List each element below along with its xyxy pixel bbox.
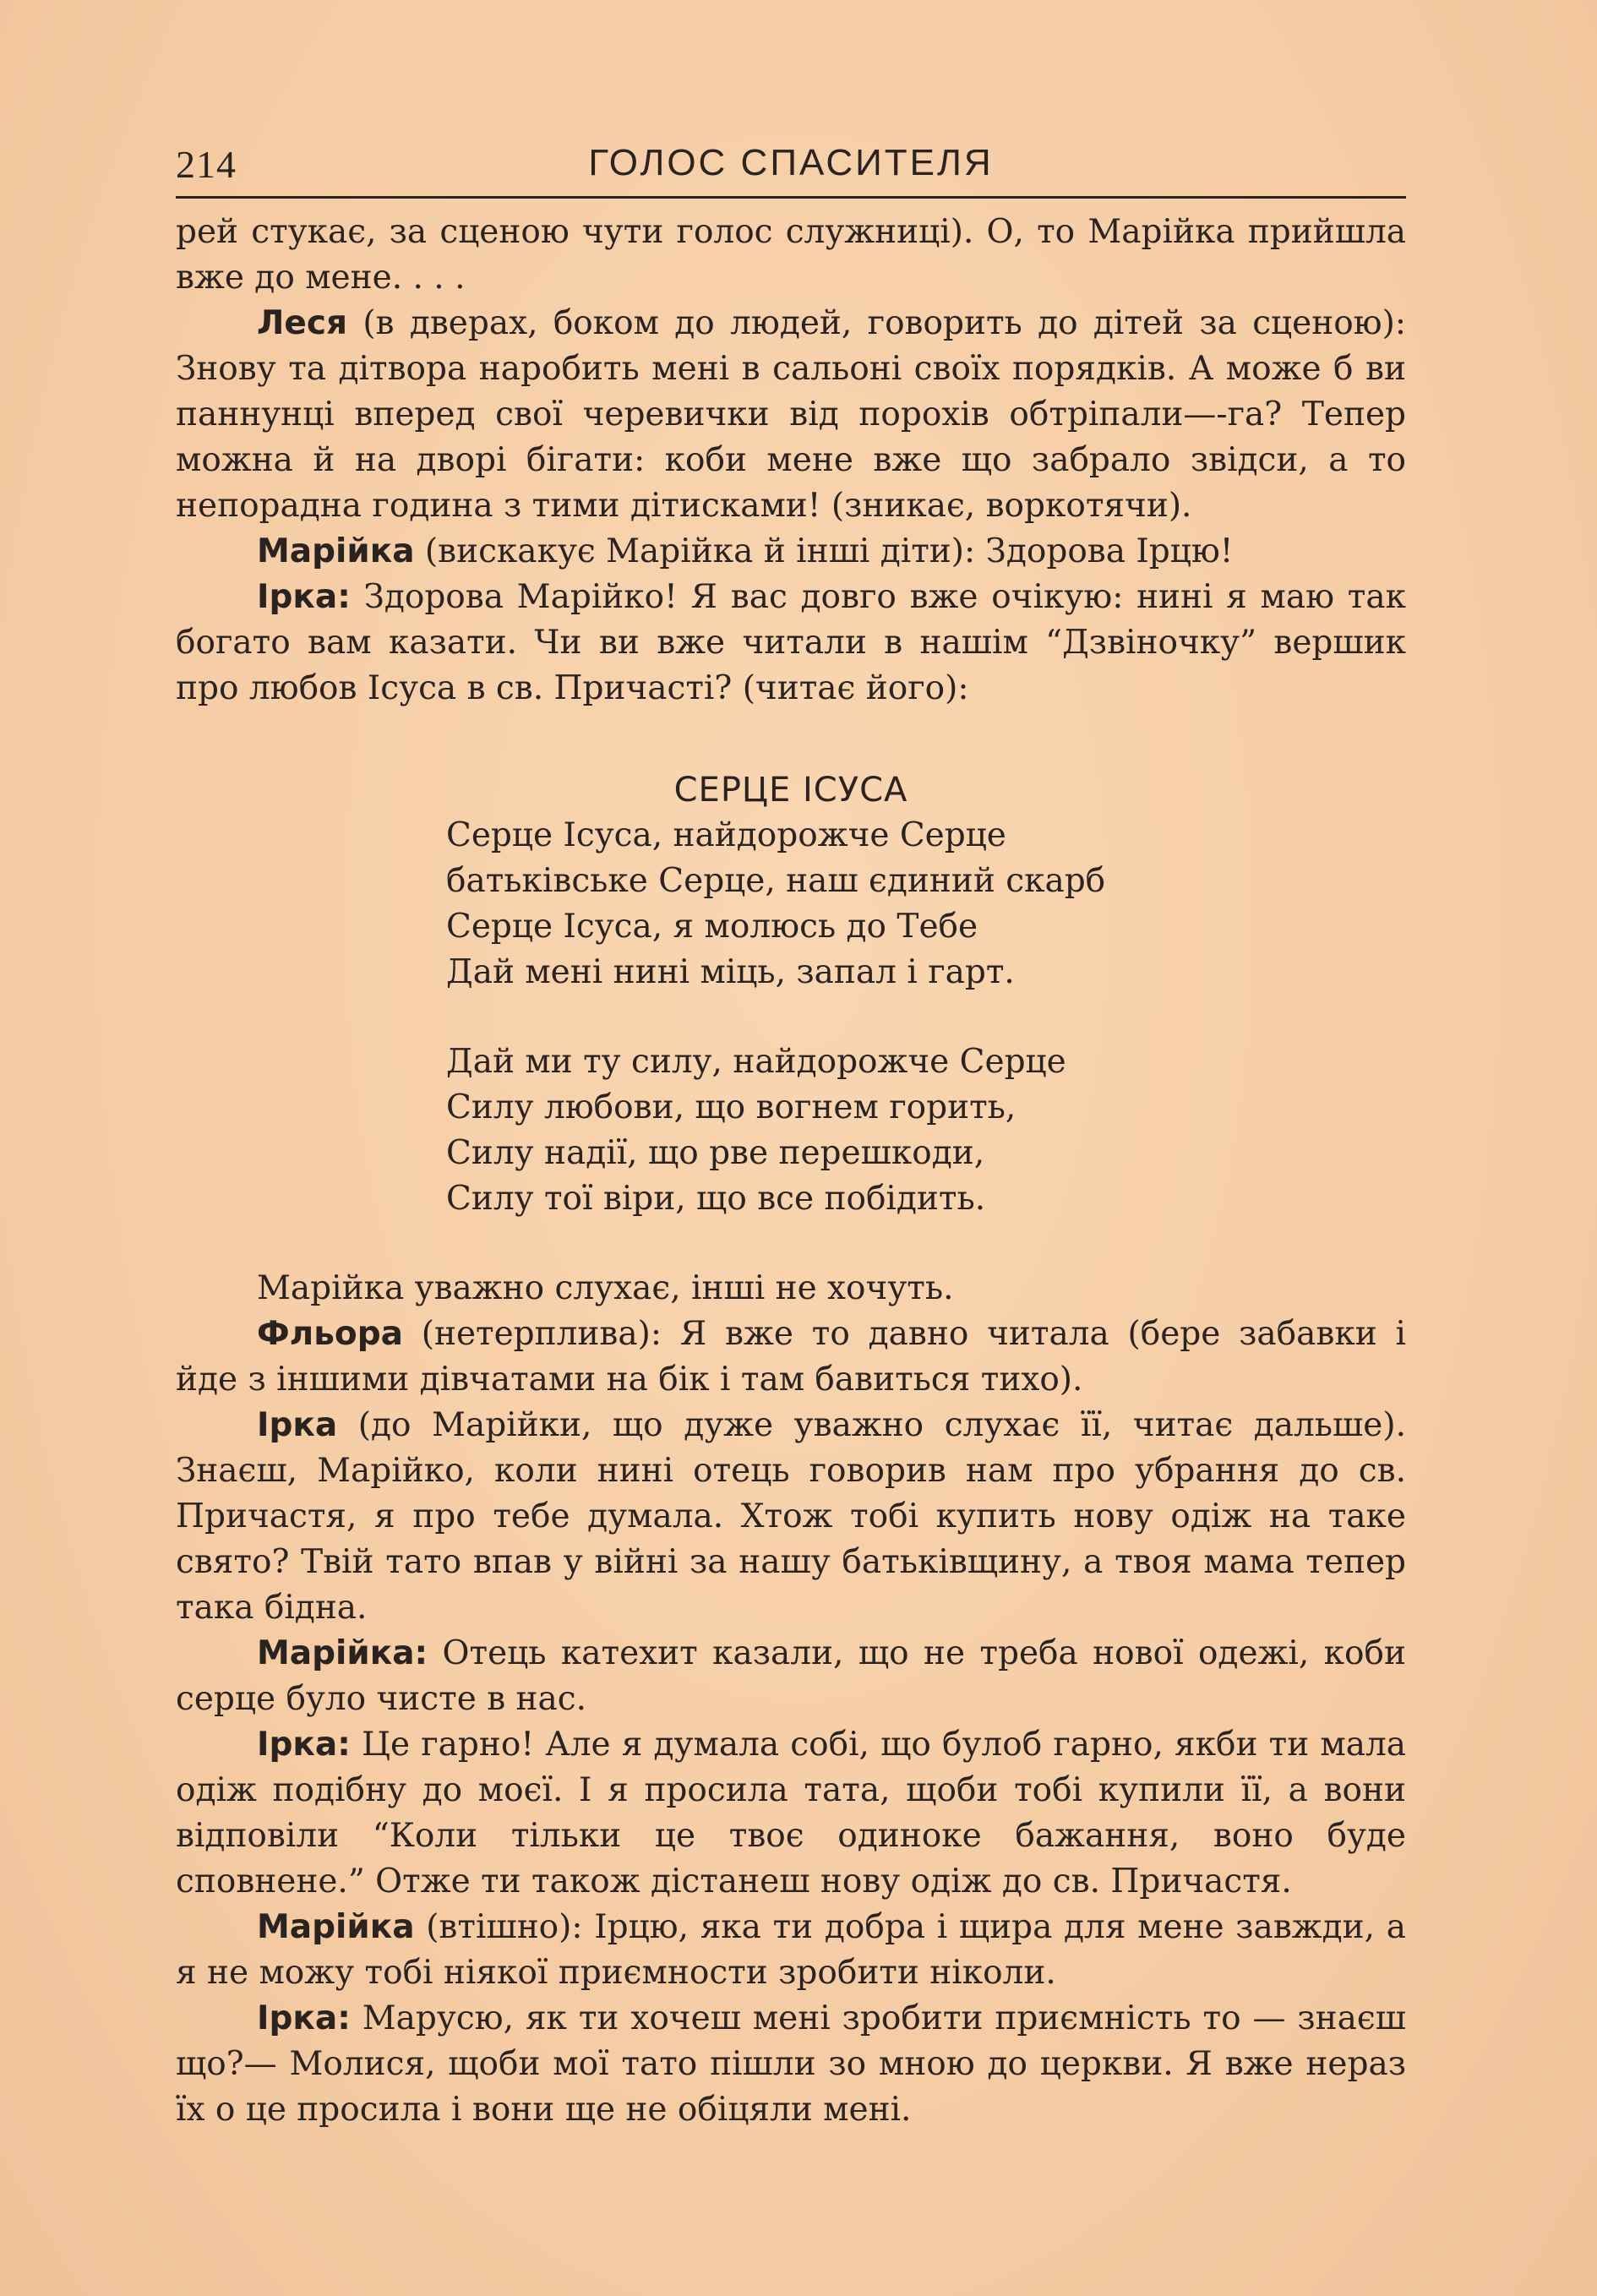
paragraph-text: (вискакує Марійка й інші діти): Здорова Ірцю! bbox=[414, 532, 1234, 570]
poem-line: Силу любови, що вогнем горить, bbox=[446, 1088, 1017, 1126]
speaker-name: Фльора bbox=[257, 1315, 403, 1353]
paragraph-text: Марійка уважно слухає, інші не хочуть. bbox=[257, 1269, 954, 1307]
paragraph-text: (до Марійки, що дуже уважно слухає її, читає дальше). Знаєш, Марійко, коли нині отець говорив нам про убрання до св. Причастя, я про тебе думала. Хтож тобі купить нову одіж на таке свято? Твій тато впав у війні за нашу батьківщину, а твоя мама тепер така бідна. bbox=[176, 1406, 1406, 1627]
paragraph bbox=[176, 529, 1406, 575]
speaker-name: Марійка bbox=[257, 532, 415, 570]
paragraph bbox=[176, 1905, 1406, 1996]
paragraph-text: (втішно): Ірцю, яка ти добра і щира для мене завжди, а я не можу тобі ніякої приємности зробити ніколи. bbox=[176, 1908, 1406, 1992]
poem-line: Серце Ісуса, я молюсь до Тебе bbox=[446, 908, 978, 946]
page-header bbox=[176, 142, 1406, 199]
poem-line: Дай мені нині міць, запал і гарт. bbox=[446, 953, 1015, 991]
body-text bbox=[176, 210, 1406, 2133]
paragraph-text: Отець катехит казали, що не треба нової одежі, коби серце було чисте в нас. bbox=[176, 1634, 1406, 1718]
paragraph bbox=[176, 301, 1406, 529]
paragraph bbox=[176, 210, 1406, 301]
speaker-name: Леся bbox=[257, 304, 348, 342]
paragraph bbox=[176, 575, 1406, 712]
paragraph bbox=[176, 1266, 1406, 1312]
paragraph-text: Марусю, як ти хочеш мені зробити приємність то — знаєш що?— Молися, щоби мої тато пішли зо мною до церкви. Я вже нераз їх о це просила і вони ще не обіцяли мені. bbox=[176, 1999, 1406, 2129]
paragraph-text: Це гарно! Але я думала собі, що булоб гарно, якби ти мала одіж подібну до моєї. І я просила тата, щоби тобі купили її, а вони відповіли “Коли тільки це твоє одиноке бажання, воно буде сповнене.” Отже ти також дістанеш нову одіж до св. Причастя. bbox=[176, 1726, 1406, 1901]
paragraph bbox=[176, 1996, 1406, 2133]
poem-line: Силу надії, що рве перешкоди, bbox=[446, 1134, 985, 1172]
paragraph bbox=[176, 1312, 1406, 1403]
page-number: 214 bbox=[176, 143, 237, 186]
paragraph-text: (нетерплива): Я вже то давно читала (бере забавки і йде з іншими дівчатами на бік і там бавиться тихо). bbox=[176, 1315, 1406, 1399]
speaker-name: Марійка bbox=[257, 1908, 415, 1946]
poem-line: Дай ми ту силу, найдорожче Серце bbox=[446, 1043, 1066, 1081]
paragraph bbox=[176, 1722, 1406, 1905]
poem bbox=[446, 813, 1406, 1222]
poem-stanza bbox=[446, 813, 1406, 995]
poem-line: Силу тої віри, що все побідить. bbox=[446, 1180, 986, 1218]
poem-stanza bbox=[446, 1039, 1406, 1222]
speaker-name: Ірка: bbox=[257, 1999, 351, 2037]
paragraph-text: Здорова Марійко! Я вас довго вже очікую: нині я маю так богато вам казати. Чи ви вже читали в нашім “Дзвіночку” вершик про любов Ісуса в св. Причасті? (читає його): bbox=[176, 578, 1406, 707]
paragraph-text: (в дверах, боком до людей, говорить до дітей за сценою): Знову та дітвора наробить мені в сальоні своїх порядків. А може б ви паннунці вперед свої черевички від порохів обтріпали—-га? Тепер можна й на дворі бігати: коби мене вже що забрало звідси, а то непорадна година з тими дітисками! (зникає, воркотячи). bbox=[176, 304, 1406, 525]
running-title: ГОЛОС СПАСИТЕЛЯ bbox=[588, 142, 994, 183]
speaker-name: Ірка: bbox=[257, 578, 351, 616]
speaker-name: Ірка: bbox=[257, 1726, 351, 1764]
speaker-name: Марійка: bbox=[257, 1634, 428, 1672]
paragraph-text: рей стукає, за сценою чути голос служниці). О, то Марійка прийшла вже до мене. . . . bbox=[176, 213, 1406, 297]
poem-title: СЕРЦЕ ІСУСА bbox=[673, 771, 908, 810]
paragraph bbox=[176, 1631, 1406, 1722]
poem-line: Серце Ісуса, найдорожче Серце bbox=[446, 816, 1006, 854]
poem-line: батьківське Серце, наш єдиний скарб bbox=[446, 862, 1106, 900]
speaker-name: Ірка bbox=[257, 1406, 338, 1444]
paragraph bbox=[176, 1403, 1406, 1631]
